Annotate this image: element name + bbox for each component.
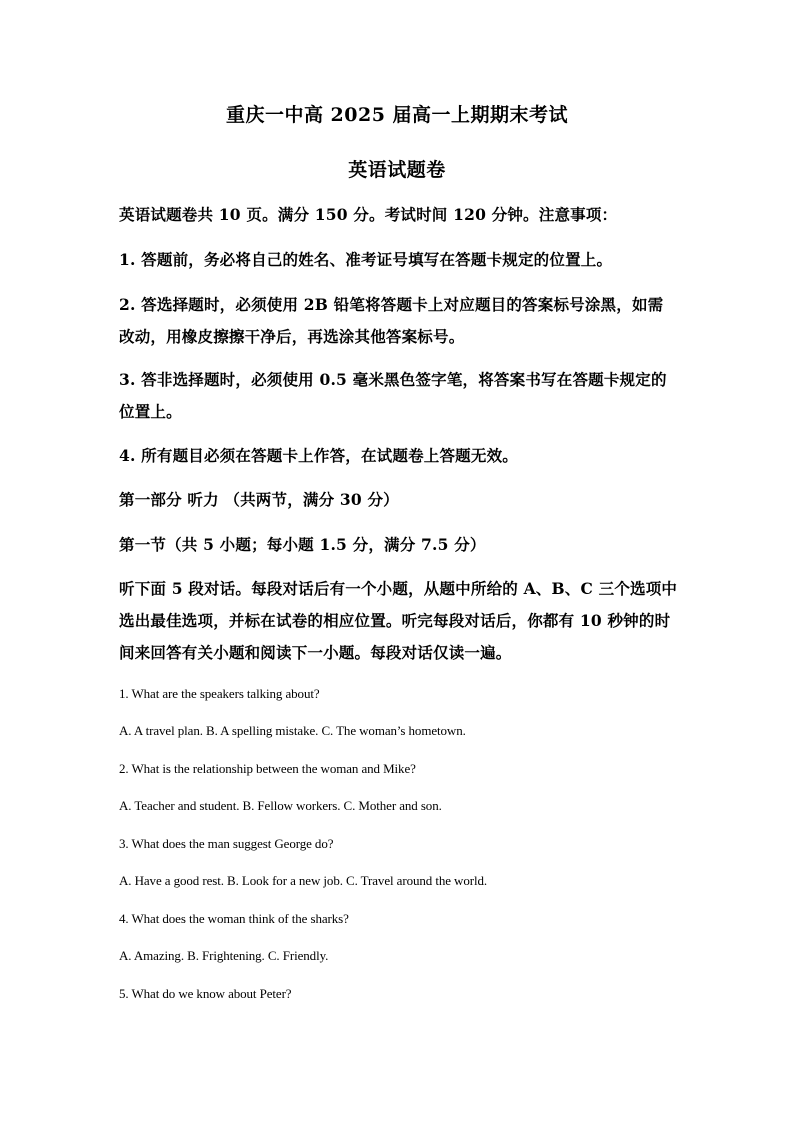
note-3: 3. 答非选择题时，必须使用 0.5 毫米黑色签字笔，将答案书写在答题卡规定的位置上。	[119, 370, 667, 421]
listening-instructions: 听下面 5 段对话。每段对话后有一个小题，从题中所给的 A、B、C 三个选项中选出最佳选项，并标在试卷的相应位置。听完每段对话后，你都有 10 秒钟的时间来回答有关小题和阅读下一小题。每段对话仅读一遍。	[119, 579, 678, 662]
question-2: 2. What is the relationship between the woman and Mike?	[119, 761, 416, 776]
part-heading: 第一部分 听力 （共两节，满分 30 分）	[119, 490, 399, 509]
section-heading: 第一节（共 5 小题；每小题 1.5 分，满分 7.5 分）	[119, 535, 486, 554]
question-4: 4. What does the woman think of the sharks?	[119, 911, 349, 926]
options-2: A. Teacher and student. B. Fellow workers. C. Mother and son.	[119, 798, 442, 813]
question-1: 1. What are the speakers talking about?	[119, 686, 320, 701]
note-1: 1. 答题前，务必将自己的姓名、准考证号填写在答题卡规定的位置上。	[119, 250, 613, 269]
options-4: A. Amazing. B. Frightening. C. Friendly.	[119, 948, 329, 963]
options-1: A. A travel plan. B. A spelling mistake. C. The woman’s hometown.	[119, 723, 466, 738]
question-3: 3. What does the man suggest George do?	[119, 836, 334, 851]
intro-text: 英语试题卷共 10 页。满分 150 分。考试时间 120 分钟。注意事项：	[119, 205, 618, 224]
note-2: 2. 答选择题时，必须使用 2B 铅笔将答题卡上对应题目的答案标号涂黑，如需改动，用橡皮擦擦干净后，再选涂其他答案标号。	[119, 295, 664, 346]
options-3: A. Have a good rest. B. Look for a new job. C. Travel around the world.	[119, 873, 488, 888]
exam-title: 重庆一中高 2025 届高一上期期末考试	[225, 104, 569, 126]
exam-subtitle: 英语试题卷	[348, 159, 446, 181]
question-5: 5. What do we know about Peter?	[119, 986, 292, 1001]
note-4: 4. 所有题目必须在答题卡上作答，在试题卷上答题无效。	[119, 446, 518, 465]
